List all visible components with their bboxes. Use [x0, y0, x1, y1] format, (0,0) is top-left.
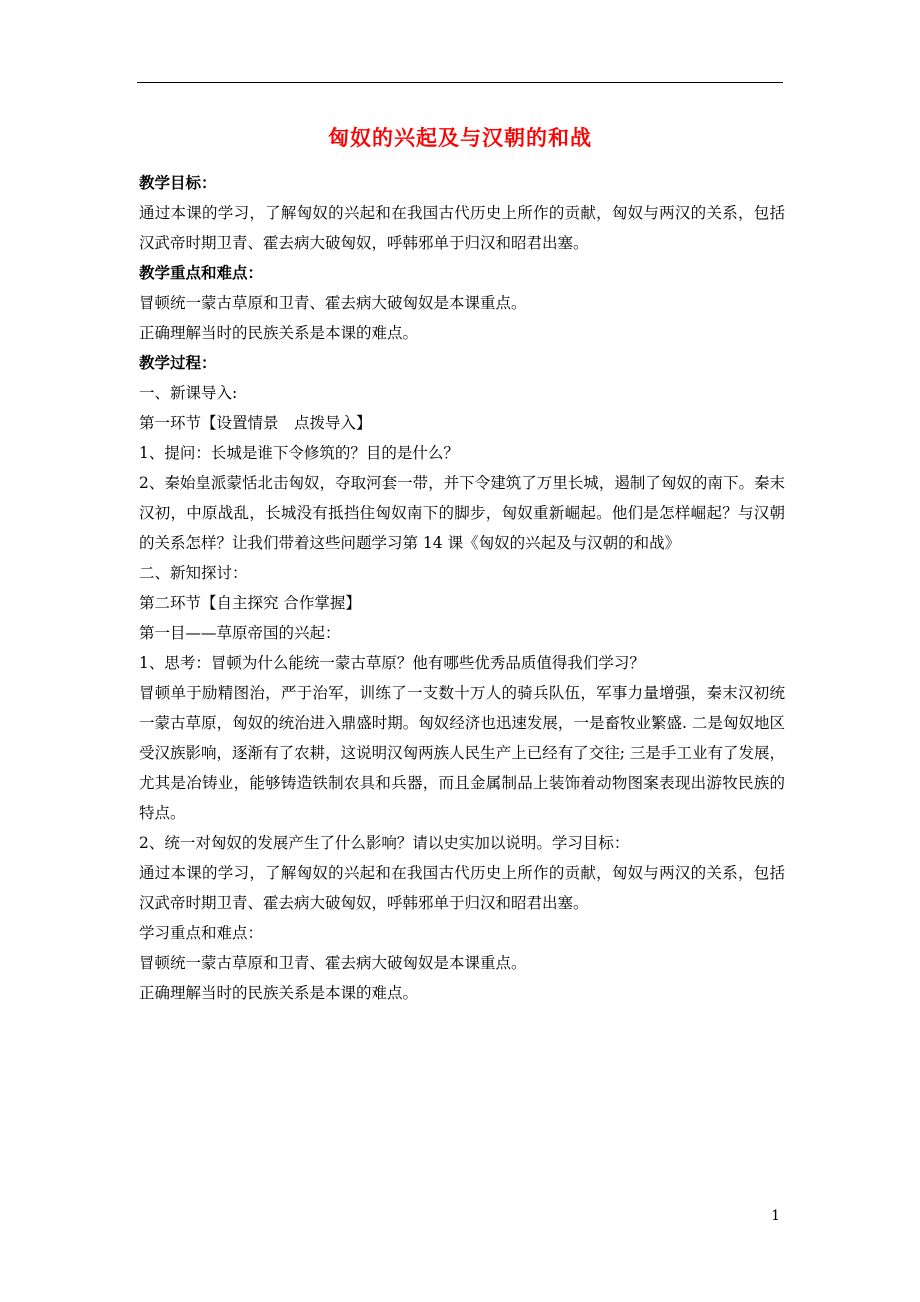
section-heading-key-points: 教学重点和难点： [139, 263, 264, 282]
section-heading-objectives: 教学目标： [139, 173, 217, 192]
first-stage-heading: 第一环节【设置情景 点拨导入】 [139, 414, 372, 432]
document-title: 匈奴的兴起及与汉朝的和战 [328, 125, 592, 150]
document-body [139, 168, 785, 1008]
page-number: 1 [771, 1208, 780, 1224]
section-heading-process: 教学过程： [139, 353, 217, 372]
learning-key-points-heading: 学习重点和难点： [139, 924, 264, 942]
question-2: 2、统一对匈奴的发展产生了什么影响？请以史实加以说明。学习目标： [139, 834, 630, 852]
subsection-heading: 第一目——草原帝国的兴起： [139, 624, 341, 642]
think-question: 1、思考：冒顿为什么能统一蒙古草原？他有哪些优秀品质值得我们学习？ [139, 654, 645, 672]
step-intro-heading: 一、新课导入: [139, 384, 238, 402]
learning-key-point-text: 冒顿统一蒙古草原和卫青、霍去病大破匈奴是本课重点。 [139, 954, 527, 972]
learning-objectives-paragraph: 通过本课的学习，了解匈奴的兴起和在我国古代历史上所作的贡献，匈奴与两汉的关系，包括汉武帝时期卫青、霍去病大破匈奴，呼韩邪单于归汉和昭君出塞。 [139, 864, 785, 912]
second-stage-heading: 第二环节【自主探究 合作掌握】 [139, 594, 361, 612]
learning-difficulty-text: 正确理解当时的民族关系是本课的难点。 [139, 984, 419, 1002]
difficulty-text: 正确理解当时的民族关系是本课的难点。 [139, 324, 419, 342]
key-point-text: 冒顿统一蒙古草原和卫青、霍去病大破匈奴是本课重点。 [139, 294, 527, 312]
header-rule [137, 82, 783, 83]
objectives-paragraph: 通过本课的学习，了解匈奴的兴起和在我国古代历史上所作的贡献，匈奴与两汉的关系，包括汉武帝时期卫青、霍去病大破匈奴，呼韩邪单于归汉和昭君出塞。 [139, 204, 785, 252]
step-explore-heading: 二、新知探讨： [139, 564, 248, 582]
modun-paragraph: 冒顿单于励精图治，严于治军，训练了一支数十万人的骑兵队伍，军事力量增强，秦末汉初统一蒙古草原，匈奴的统治进入鼎盛时期。匈奴经济也迅速发展，一是畜牧业繁盛. 二是匈奴地区受汉族影响，逐渐有了农耕，这说明汉匈两族人民生产上已经有了交往; 三是手工业有了发展，尤其是冶铸业，能够铸造铁制农具和兵器，而且金属制品上装饰着动物图案表现出游牧民族的特点。 [139, 684, 785, 822]
intro-paragraph: 2、秦始皇派蒙恬北击匈奴，夺取河套一带，并下令建筑了万里长城，遏制了匈奴的南下。秦末汉初，中原战乱，长城没有抵挡住匈奴南下的脚步，匈奴重新崛起。他们是怎样崛起？与汉朝的关系怎样？让我们带着这些问题学习第 14 课《匈奴的兴起及与汉朝的和战》 [139, 474, 785, 552]
question-1: 1、提问：长城是谁下令修筑的？目的是什么？ [139, 444, 459, 462]
